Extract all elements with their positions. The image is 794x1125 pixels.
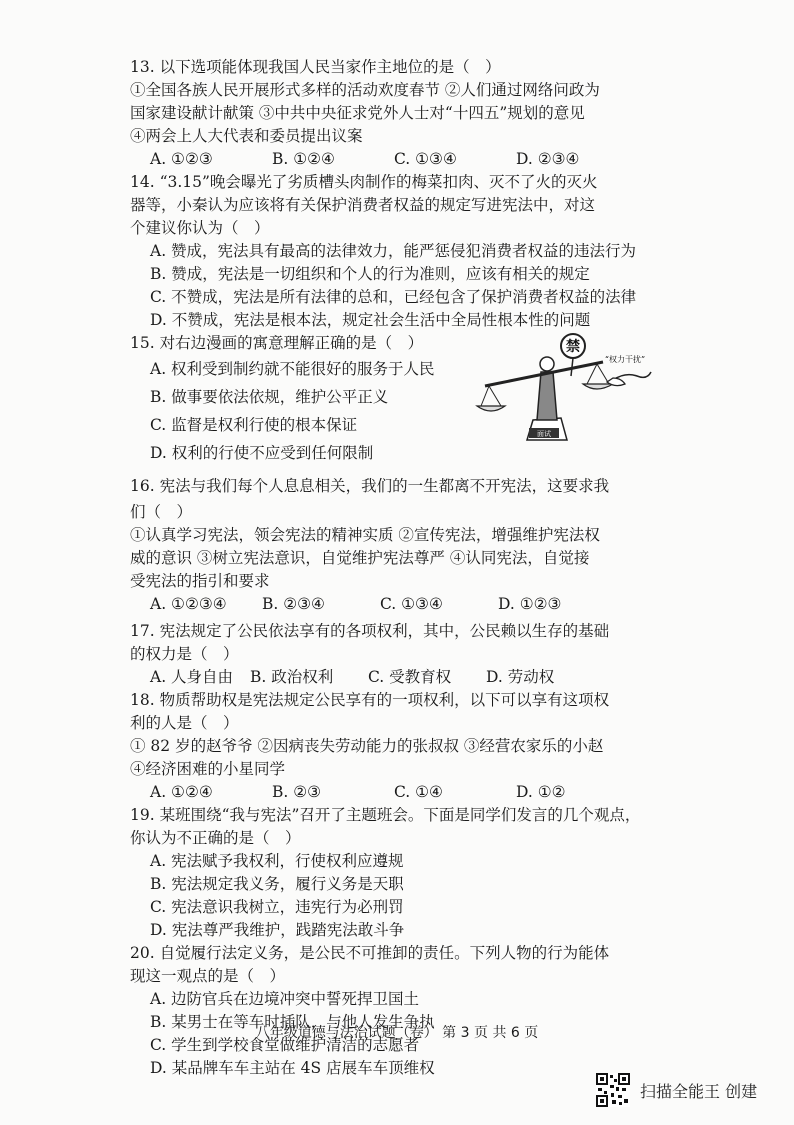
option-a[interactable]: A. 人身自由 — [150, 668, 234, 686]
question-13 — [130, 56, 670, 171]
option-d[interactable]: D. ①② — [516, 783, 566, 801]
question-20-line1: 20. 自觉履行法定义务，是公民不可推卸的责任。下列人物的行为能体 — [130, 944, 610, 962]
cartoon-scale-illustration — [475, 332, 655, 444]
option-d[interactable]: D. 劳动权 — [486, 668, 555, 686]
question-17-line1: 17. 宪法规定了公民依法享有的各项权利，其中，公民赖以生存的基础 — [130, 622, 610, 640]
question-17-line2: 的权力是（ ） — [130, 645, 239, 663]
question-16-line5: 受宪法的指引和要求 — [130, 572, 270, 590]
option-b[interactable]: B. 政治权利 — [250, 668, 334, 686]
option-d[interactable]: D. 宪法尊严我维护，践踏宪法敢斗争 — [150, 921, 405, 939]
question-14-line3: 个建议你认为（ ） — [130, 219, 270, 237]
question-13-line2: 国家建设献计献策 ③中共中央征求党外人士对“十四五”规划的意见 — [130, 104, 585, 122]
option-a[interactable]: A. 权利受到制约就不能很好的服务于人民 — [150, 360, 435, 378]
option-c[interactable]: C. ①④ — [394, 783, 443, 801]
option-d[interactable]: D. ①②③ — [498, 595, 562, 613]
option-a[interactable]: A. 赞成，宪法具有最高的法律效力，能严惩侵犯消费者权益的违法行为 — [150, 242, 637, 260]
option-b[interactable]: B. 某男士在等车时插队，与他人发生争执 — [150, 1013, 435, 1031]
question-15-stem: 15. 对右边漫画的寓意理解正确的是（ ） — [130, 334, 424, 352]
option-a[interactable]: A. 边防官兵在边境冲突中誓死捍卫国土 — [150, 990, 420, 1008]
question-16-line4: 威的意识 ③树立宪法意识，自觉维护宪法尊严 ④认同宪法，自觉接 — [130, 549, 590, 567]
option-a[interactable]: A. 宪法赋予我权利，行使权利应遵规 — [150, 852, 404, 870]
option-a[interactable]: A. ①②④ — [150, 783, 213, 801]
question-16-line3: ①认真学习宪法，领会宪法的精神实质 ②宣传宪法，增强维护宪法权 — [130, 526, 600, 544]
exam-page — [130, 56, 670, 1080]
cartoon-base-label: 面试 — [537, 430, 551, 438]
question-14 — [130, 171, 670, 332]
question-20 — [130, 942, 670, 1080]
option-c[interactable]: C. ①③④ — [394, 150, 457, 168]
option-c[interactable]: C. 学生到学校食堂做维护清洁的志愿者 — [150, 1036, 420, 1054]
question-19 — [130, 804, 670, 942]
question-13-options — [130, 148, 670, 171]
page-footer: 八年级道德与法治试题（卷） 第 3 页 共 6 页 — [255, 1025, 539, 1041]
question-18-options — [130, 781, 670, 804]
option-d[interactable]: D. 某品牌车车主站在 4S 店展车车顶维权 — [150, 1059, 435, 1077]
cartoon-ban-sign: 禁 — [566, 339, 580, 355]
question-13-line3: ④两会上人大代表和委员提出议案 — [130, 127, 363, 145]
question-18-line1: 18. 物质帮助权是宪法规定公民享有的一项权利，以下可以享有这项权 — [130, 691, 610, 709]
option-c[interactable]: C. ①③④ — [380, 595, 443, 613]
option-c[interactable]: C. 宪法意识我树立，违宪行为必刑罚 — [150, 898, 404, 916]
question-15 — [130, 332, 670, 467]
qr-code-icon — [596, 1073, 630, 1107]
question-18 — [130, 689, 670, 804]
question-17-options — [130, 666, 670, 689]
option-c[interactable]: C. 不赞成，宪法是所有法律的总和，已经包含了保护消费者权益的法律 — [150, 288, 637, 306]
question-16-line2: 们（ ） — [130, 503, 193, 521]
option-b[interactable]: B. 宪法规定我义务，履行义务是天职 — [150, 875, 404, 893]
question-19-line1: 19. 某班围绕“我与宪法”召开了主题班会。下面是同学们发言的几个观点， — [130, 806, 641, 824]
question-13-line1: ①全国各族人民开展形式多样的活动欢度春节 ②人们通过网络问政为 — [130, 81, 600, 99]
option-a[interactable]: A. ①②③ — [150, 150, 213, 168]
question-17 — [130, 620, 670, 689]
question-16-options — [130, 593, 670, 616]
question-14-line1: 14. “3.15”晚会曝光了劣质槽头肉制作的梅菜扣肉、灭不了火的灭火 — [130, 173, 598, 191]
question-13-stem: 13. 以下选项能体现我国人民当家作主地位的是（ ） — [130, 58, 501, 76]
option-b[interactable]: B. 赞成，宪法是一切组织和个人的行为准则，应该有相关的规定 — [150, 265, 590, 283]
question-16 — [130, 471, 670, 616]
scanner-watermark — [596, 1070, 786, 1110]
cartoon-caption: “权力干扰” — [604, 355, 646, 364]
option-d[interactable]: D. ②③④ — [516, 150, 580, 168]
question-20-line2: 现这一观点的是（ ） — [130, 967, 286, 985]
option-b[interactable]: B. ②③ — [272, 783, 322, 801]
question-14-line2: 器等，小秦认为应该将有关保护消费者权益的规定写进宪法中，对这 — [130, 196, 596, 214]
scanner-label: 扫描全能王 创建 — [640, 1081, 758, 1101]
option-d[interactable]: D. 不赞成，宪法是根本法，规定社会生活中全局性根本性的问题 — [150, 311, 591, 329]
option-c[interactable]: C. 监督是权利行使的根本保证 — [150, 416, 358, 434]
question-18-line2: 利的人是（ ） — [130, 714, 239, 732]
option-b[interactable]: B. 做事要依法依规，维护公平正义 — [150, 388, 389, 406]
option-d[interactable]: D. 权利的行使不应受到任何限制 — [150, 444, 374, 462]
option-b[interactable]: B. ①②④ — [272, 150, 335, 168]
question-16-line1: 16. 宪法与我们每个人息息相关，我们的一生都离不开宪法，这要求我 — [130, 477, 610, 495]
question-19-line2: 你认为不正确的是（ ） — [130, 829, 301, 847]
question-18-line3: ① 82 岁的赵爷爷 ②因病丧失劳动能力的张叔叔 ③经营农家乐的小赵 — [130, 737, 604, 755]
question-18-line4: ④经济困难的小星同学 — [130, 760, 286, 778]
option-b[interactable]: B. ②③④ — [262, 595, 325, 613]
option-a[interactable]: A. ①②③④ — [150, 595, 227, 613]
option-c[interactable]: C. 受教育权 — [368, 668, 452, 686]
